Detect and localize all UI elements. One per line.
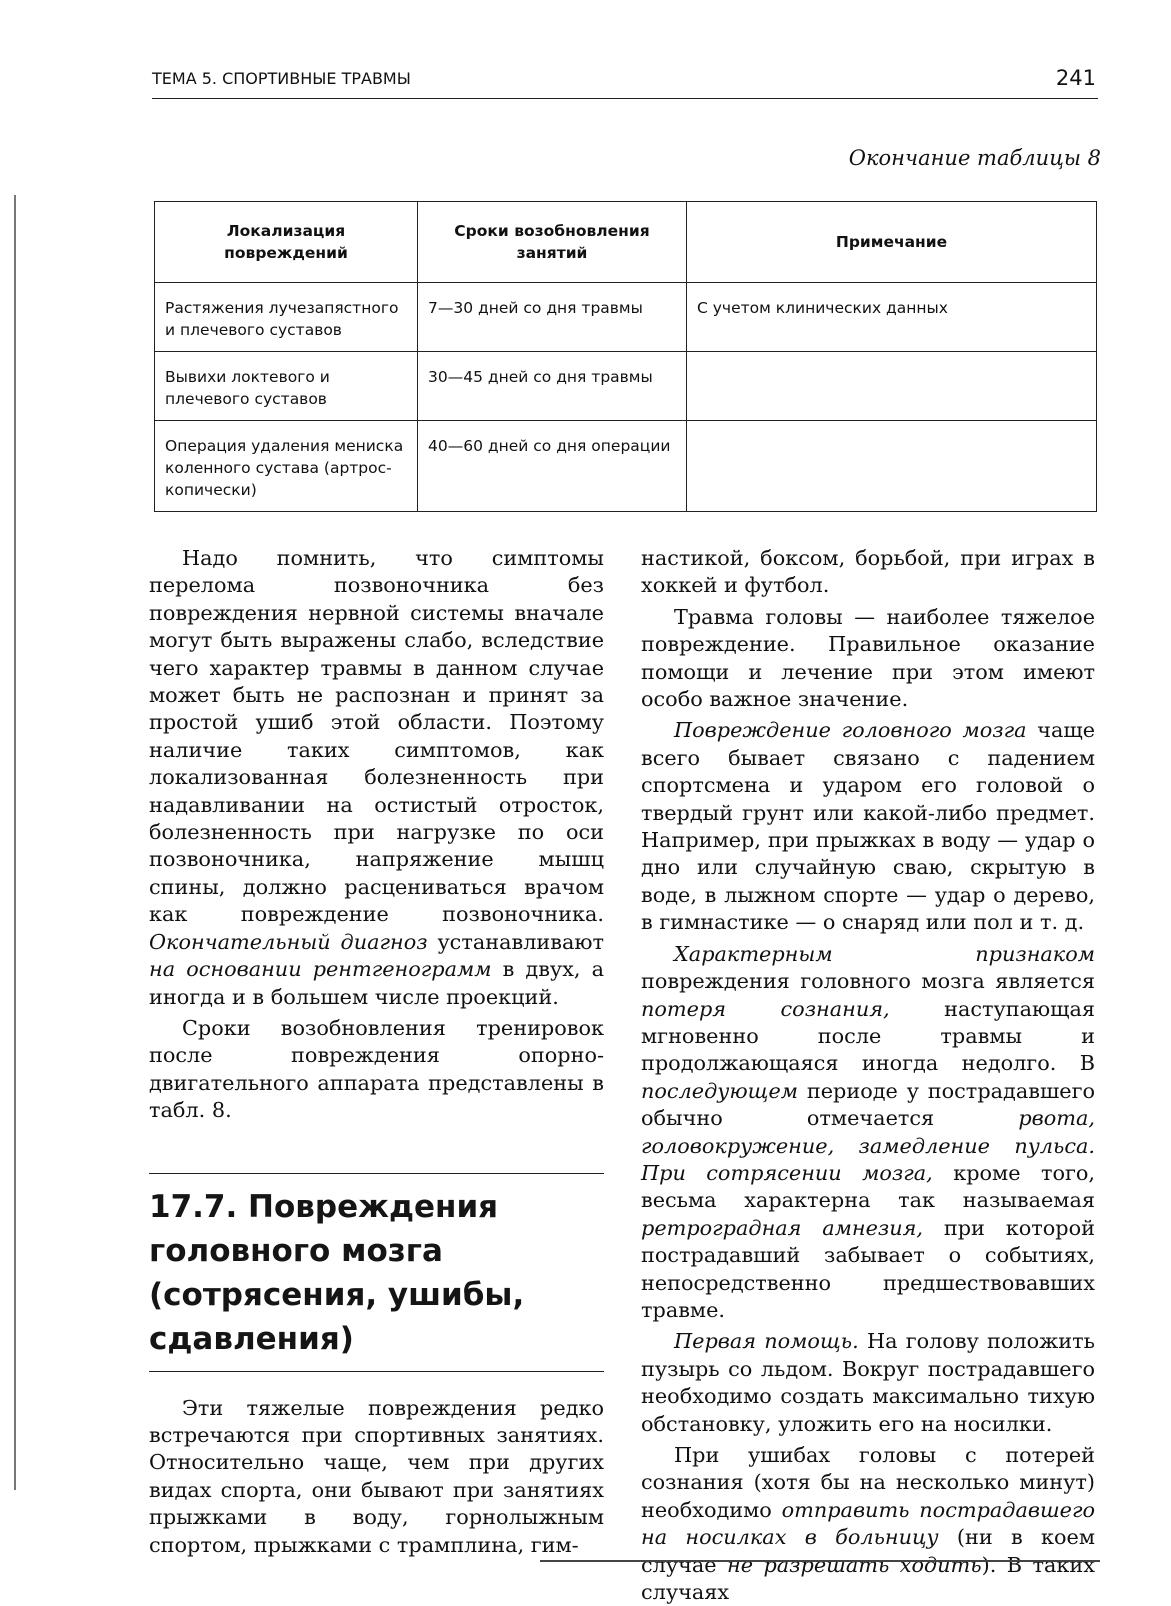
paragraph: Характерным признаком повреждения головного мозга является потеря сознания, наступающая мгновенно после травмы и продолжающаяся иногда недолго. В последующем периоде у пострадавшего обычно отмечается рвота, головокружение, замедление пульса. При сотрясении мозга, кроме того, весьма характерна так называемая ретроградная амнезия, при которой пострадавший забывает о событиях, непосредственно предшествовавших травме. [641, 941, 1096, 1322]
paragraph: Повреждение головного мозга чаще всего бывает связано с падением спортсмена и ударом его головой о твердый грунт или какой-либо предмет. Например, при прыжках в воду — удар о дно или случайную сваю, скрытую в воде, в лыжном спорте — удар о дерево, в гимнастике — о снаряд или пол и т. д. [641, 718, 1096, 935]
right-column [641, 545, 1095, 1606]
table-cell: Вывихи локтевого и плечевого суставов [155, 352, 418, 421]
table-cell: Операция удаления мениска коленного сустава (артрос-копически) [155, 421, 418, 512]
scan-margin-line [14, 195, 16, 1490]
table-header: Сроки возобновления занятий [418, 202, 687, 283]
section-heading-block [149, 1173, 604, 1372]
table-header: Примечание [687, 202, 1097, 283]
page-number: 241 [1055, 66, 1096, 90]
page-bottom-rule [540, 1560, 1100, 1562]
paragraph: Эти тяжелые повреждения редко встречаются при спортивных занятиях. Относительно чаще, чем при других видах спорта, они бывают при занятиях прыжками в воду, горнолыжным спортом, прыжками с трамплина, гим- [149, 1395, 604, 1557]
running-head-title: ТЕМА 5. СПОРТИВНЫЕ ТРАВМЫ [152, 69, 411, 88]
table-caption: Окончание таблицы 8 [848, 146, 1101, 170]
paragraph: Сроки возобновления тренировок после повреждения опорно-двигательного аппарата представлены в табл. 8. [149, 1015, 604, 1123]
table-cell [687, 421, 1097, 512]
table-row [155, 283, 1097, 352]
table-cell: С учетом клинических данных [687, 283, 1097, 352]
table-row [155, 421, 1097, 512]
recovery-table [154, 201, 1097, 512]
table-cell: 30—45 дней со дня травмы [418, 352, 687, 421]
table-header: Локализация повреждений [155, 202, 418, 283]
table-row [155, 352, 1097, 421]
paragraph: Первая помощь. На голову положить пузырь со льдом. Вокруг пострадавшего необходимо создать максимально тихую обстановку, уложить его на носилки. [641, 1329, 1095, 1436]
paragraph: При ушибах головы с потерей сознания (хотя бы на несколько минут) необходимо отправить пострадавшего на носилках в больницу (ни в коем случае не разрешать ходить). В таких случаях [641, 1443, 1095, 1605]
running-head [152, 66, 1098, 99]
left-column [149, 545, 604, 1559]
paragraph: настикой, боксом, борьбой, при играх в хоккей и футбол. [641, 546, 1095, 598]
table-cell [687, 352, 1097, 421]
section-heading: 17.7. Повреждения головного мозга (сотрясения, ушибы, сдавления) [149, 1188, 525, 1357]
paragraph: Надо помнить, что симптомы перелома позвоночника без повреждения нервной системы вначале могут быть выражены слабо, вследствие чего характер травмы в данном случае может быть не распознан и принят за простой ушиб этой области. Поэтому наличие таких симптомов, как локализованная болезненность при надавливании на остистый отросток, болезненность при нагрузке по оси позвоночника, напряжение мышц спины, должно расцениваться врачом как повреждение позвоночника. Окончательный диагноз устанавливают на основании рентгенограмм в двух, а иногда и в большем числе проекций. [149, 546, 605, 1009]
paragraph: Травма головы — наиболее тяжелое повреждение. Правильное оказание помощи и лечение при этом имеют особо важное значение. [641, 604, 1095, 712]
table-header-row [155, 202, 1097, 283]
table-cell: 7—30 дней со дня травмы [418, 283, 687, 352]
table-cell: Растяжения лучезапястного и плечевого суставов [155, 283, 418, 352]
table-cell: 40—60 дней со дня операции [418, 421, 687, 512]
